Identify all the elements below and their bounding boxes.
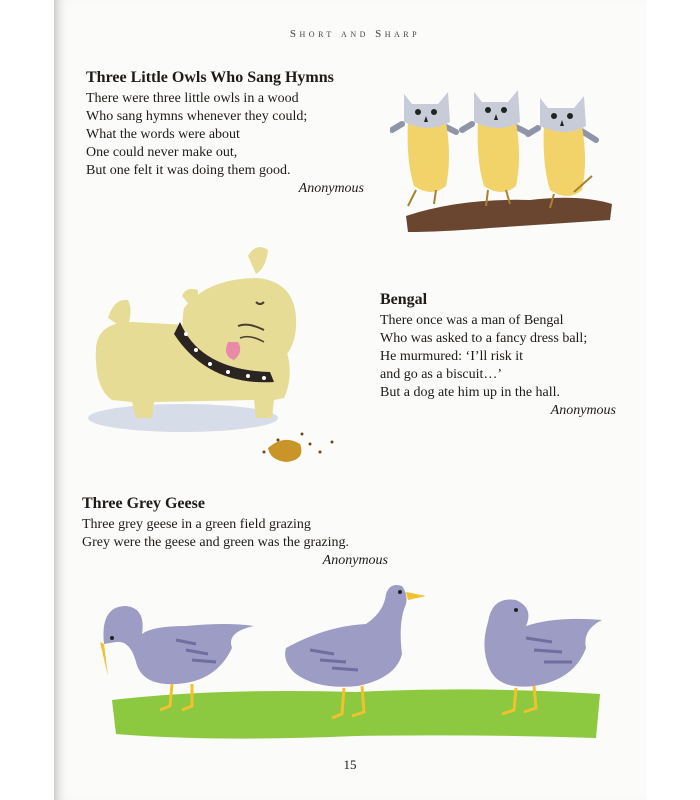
- poem-title: Three Little Owls Who Sang Hymns: [86, 69, 334, 86]
- owls-illustration: [390, 86, 616, 238]
- poem-title: Three Grey Geese: [82, 495, 205, 512]
- poem-three-grey-geese: [82, 494, 388, 570]
- poem-line: There once was a man of Bengal: [380, 313, 564, 328]
- poem-title: Bengal: [380, 291, 428, 308]
- poem-line: Who was asked to a fancy dress ball;: [380, 331, 588, 346]
- poem-author: Anonymous: [322, 553, 388, 568]
- running-header: Short and Sharp: [289, 28, 421, 40]
- bulldog-illustration: [88, 238, 370, 468]
- owl-left: [392, 92, 456, 206]
- poem-three-little-owls: [86, 68, 364, 198]
- poem-line: One could never make out,: [86, 145, 238, 160]
- poem-line: Three grey geese in a green field grazing: [82, 517, 311, 532]
- page-number: 15: [343, 757, 357, 772]
- owl-right: [528, 96, 596, 208]
- poem-line: There were three little owls in a wood: [86, 91, 299, 106]
- poem-line: Grey were the geese and green was the grazing.: [82, 535, 350, 550]
- poem-line: What the words were about: [86, 127, 240, 142]
- poem-bengal: [380, 290, 616, 420]
- owl-middle: [462, 90, 526, 206]
- poem-line: But a dog ate him up in the hall.: [380, 385, 561, 400]
- poem-author: Anonymous: [550, 403, 616, 418]
- poem-line: He murmured: ‘I’ll risk it: [380, 349, 524, 364]
- geese-illustration: [96, 582, 608, 744]
- poem-line: Who sang hymns whenever they could;: [86, 109, 308, 124]
- poem-line: But one felt it was doing them good.: [86, 163, 291, 178]
- poem-author: Anonymous: [298, 181, 364, 196]
- poem-line: and go as a biscuit…’: [380, 367, 503, 382]
